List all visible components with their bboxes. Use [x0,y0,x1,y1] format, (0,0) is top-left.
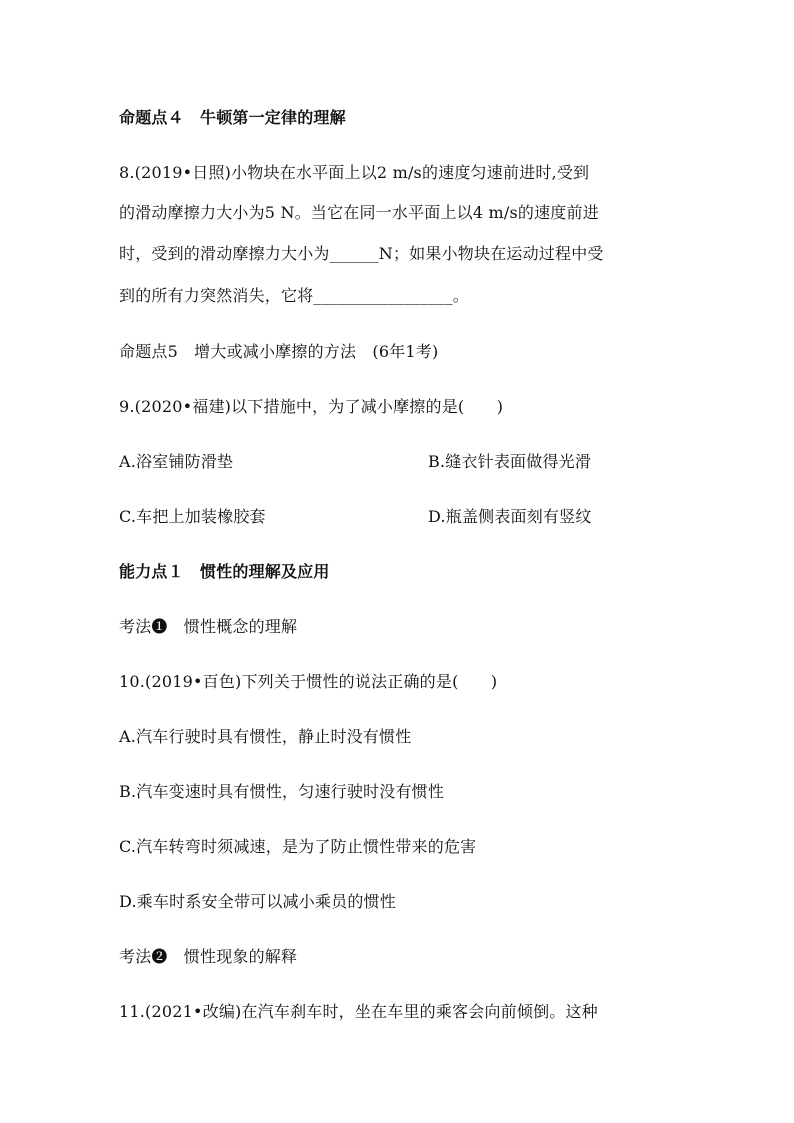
q11-stem: 11.(2021•改编)在汽车刹车时，坐在车里的乘客会向前倾倒。这种 [119,1002,598,1021]
q10-stem: 10.(2019•百色)下列关于惯性的说法正确的是( ) [119,672,498,691]
q8-line-1: 8.(2019•日照)小物块在水平面上以2 m/s的速度匀速前进时,受到 [119,163,590,182]
q9-option-d: D.瓶盖侧表面刻有竖纹 [428,507,592,526]
q8-line-2: 的滑动摩擦力大小为5 N。当它在同一水平面上以4 m/s的速度前进 [119,203,599,222]
section5-heading: 命题点5 增大或减小摩擦的方法 (6年1考) [119,342,439,361]
section4-heading: 命题点４ 牛顿第一定律的理解 [119,108,346,127]
q9-option-b: B.缝衣针表面做得光滑 [428,452,592,471]
q9-stem: 9.(2020•福建)以下措施中，为了减小摩擦的是( ) [119,397,504,416]
q10-option-b: B.汽车变速时具有惯性，匀速行驶时没有惯性 [119,782,445,801]
q8-line-4: 到的所有力突然消失，它将_________________。 [119,286,470,305]
q10-option-d: D.乘车时系安全带可以减小乘员的惯性 [119,892,396,911]
q8-line-3: 时，受到的滑动摩擦力大小为______N；如果小物块在运动过程中受 [119,244,604,263]
method2-heading: 考法❷ 惯性现象的解释 [119,947,298,966]
q10-option-a: A.汽车行驶时具有惯性，静止时没有惯性 [119,727,412,746]
q9-option-a: A.浴室铺防滑垫 [119,452,234,471]
q10-option-c: C.汽车转弯时须减速，是为了防止惯性带来的危害 [119,837,477,856]
method1-heading: 考法❶ 惯性概念的理解 [119,617,298,636]
q9-option-c: C.车把上加装橡胶套 [119,507,266,526]
ability1-heading: 能力点１ 惯性的理解及应用 [119,562,330,581]
